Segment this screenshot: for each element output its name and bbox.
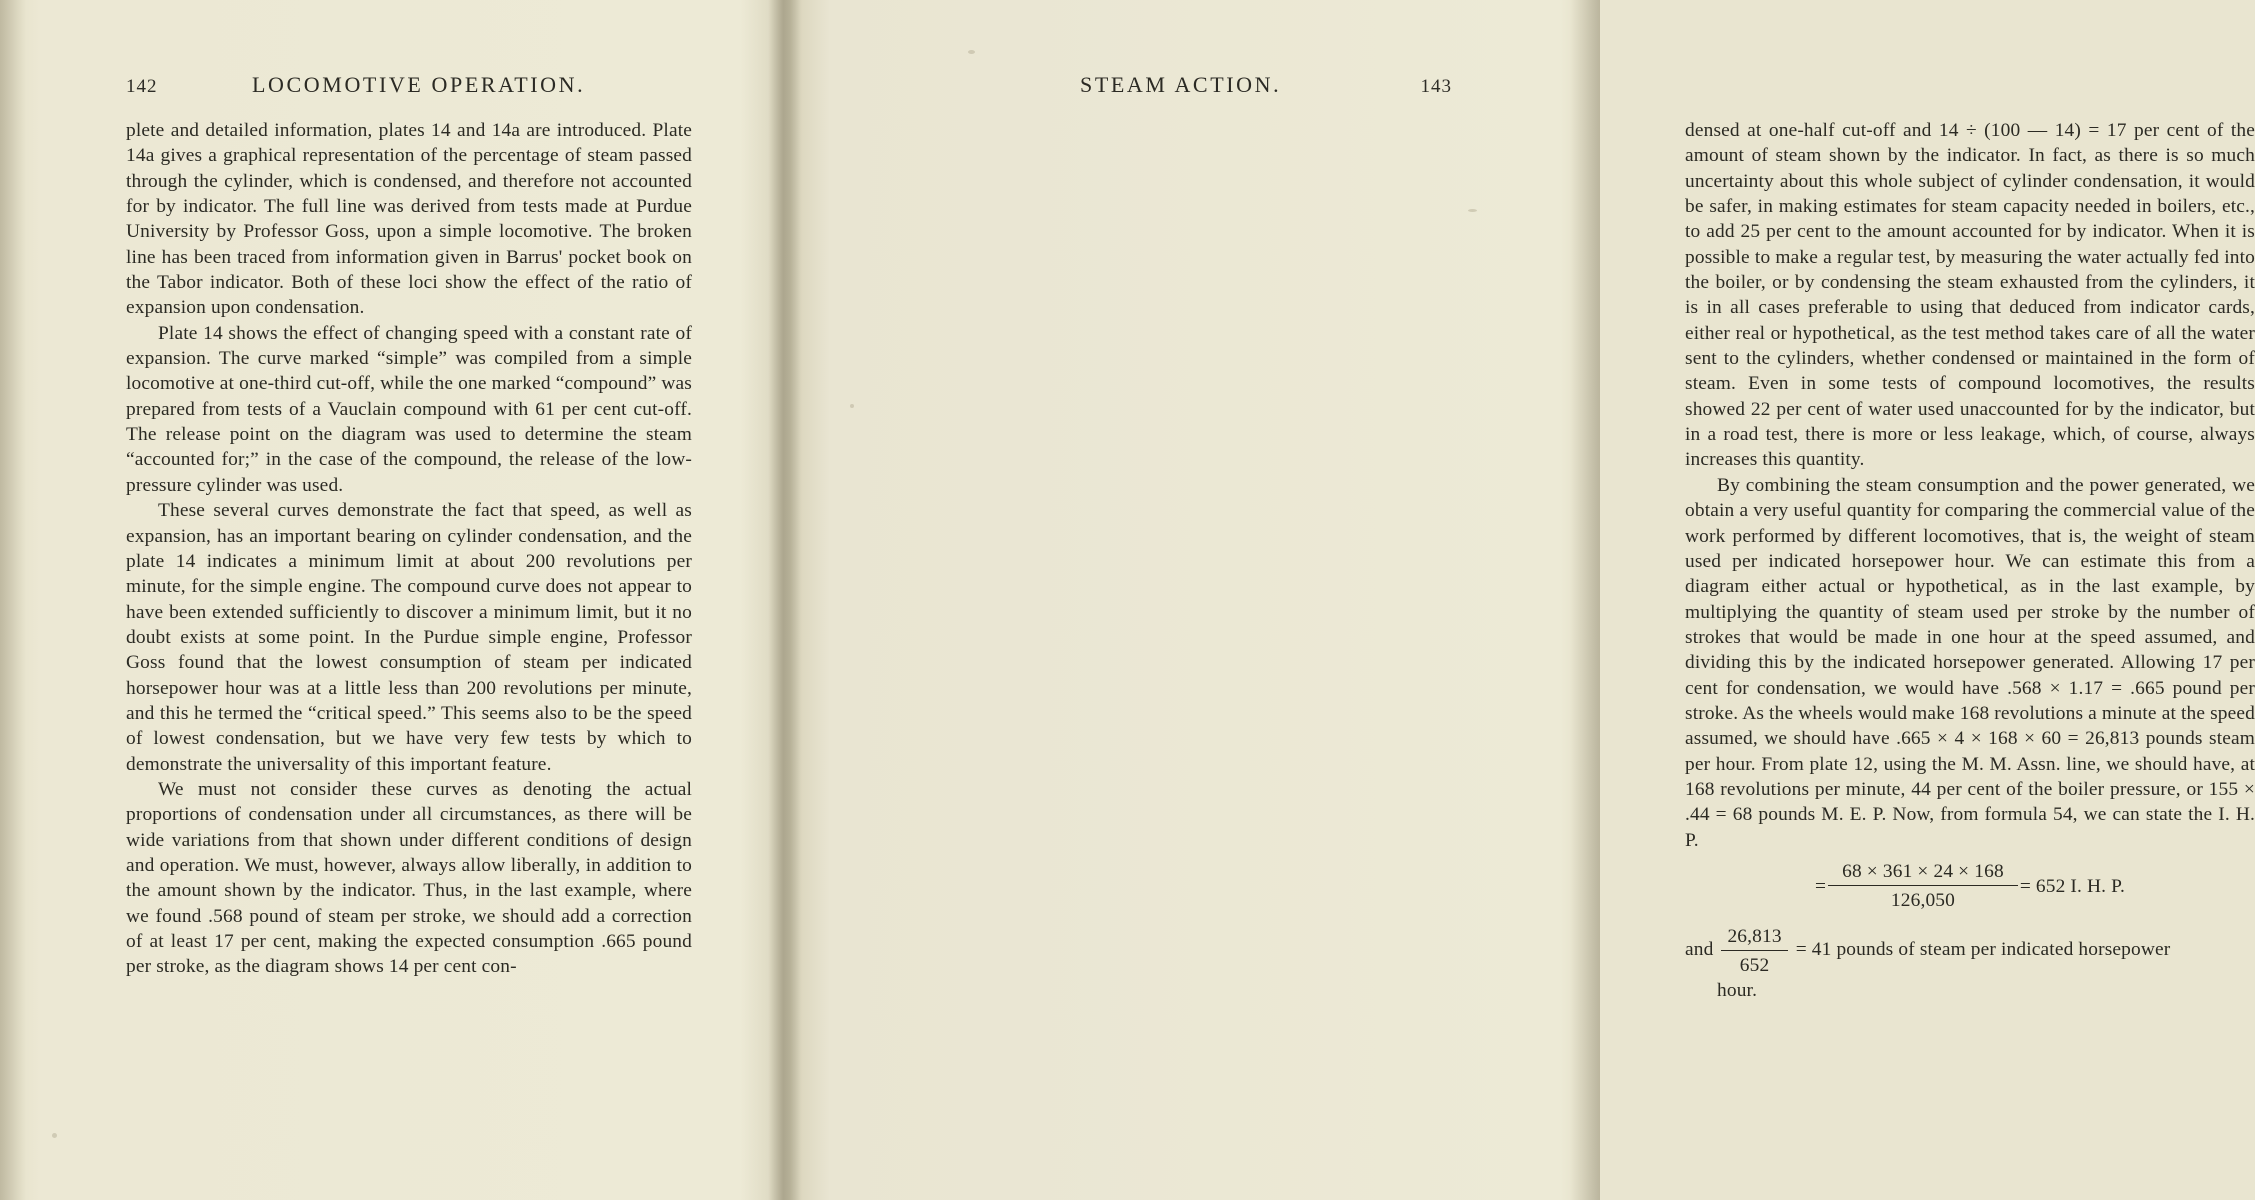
paragraph: plete and detailed information, plates 14 and 14a are introduced. Plate 14a gives a graphical representation of the percentage of steam passed through the cylinder, which is condensed, and therefore not accounted for by indicator. The full line was derived from tests made at Purdue University by Professor Goss, upon a simple locomotive. The broken line has been traced from information given in Barrus' pocket book on the Tabor indicator. Both of these loci show the effect of the ratio of expansion upon condensation. <box>126 120 692 319</box>
page-number-right: 143 <box>1420 76 1452 97</box>
fraction <box>1721 924 1787 979</box>
formula-result: = 41 pounds of steam per indicated horsepower <box>1795 939 2171 961</box>
right-page-text-column <box>1685 118 2255 1004</box>
fraction-denominator: 126,050 <box>1890 890 1955 912</box>
paragraph: densed at one-half cut-off and 14 ÷ (100 — 14) = 17 per cent of the amount of steam shown by the indicator. In fact, as there is so much uncertainty about this whole subject of cylinder condensation, it would be safer, in making estimates for steam capacity needed in boilers, etc., to add 25 per cent to the amount accounted for by indicator. When it is possible to make a regular test, by measuring the water actually fed into the boiler, or by condensing the steam exhausted from the cylinders, it is in all cases preferable to using that deduced from indicator cards, either real or hypothetical, as the test method takes care of all the water sent to the cylinders, whether condensed or maintained in the form of steam. Even in some tests of compound locomotives, the results showed 22 per cent of water used unaccounted for by the indicator, but in a road test, there is more or less leakage, which, of course, always increases this quantity. <box>1685 120 2255 471</box>
paragraph-tail: hour. <box>1717 980 1758 1002</box>
fraction-numerator: 68 × 361 × 24 × 168 <box>1842 860 2004 882</box>
formula-result: = 652 I. H. P. <box>2019 875 2125 897</box>
fraction-numerator: 26,813 <box>1727 925 1782 947</box>
left-page-text-column <box>126 118 692 980</box>
page-number-left: 142 <box>126 76 158 97</box>
fraction-denominator: 652 <box>1739 955 1770 976</box>
right-running-head <box>800 72 1600 98</box>
left-page <box>0 0 790 1200</box>
formula-equals-sign: = <box>1815 875 1827 897</box>
formula-steam-per-ihp <box>1685 924 2255 979</box>
paragraph: Plate 14 shows the effect of changing speed with a constant rate of expansion. The curve marked “simple” was compiled from a simple locomotive at one-third cut-off, while the one marked “compound” was prepared from tests of a Vauclain compound with 61 per cent cut-off. The release point on the diagram was used to determine the steam “accounted for;” in the case of the compound, the release of the low-pressure cylinder was used. <box>126 322 692 496</box>
paragraph: These several curves demonstrate the fact that speed, as well as expansion, has an important bearing on cylinder condensation, and the plate 14 indicates a minimum limit at about 200 revolutions per minute, for the simple engine. The compound curve does not appear to have been extended sufficiently to discover a minimum limit, but it no doubt exists at some point. In the Purdue simple engine, Professor Goss found that the lowest consumption of steam per indicated horsepower hour was at a little less than 200 revolutions per minute, and this he termed the “critical speed.” This seems also to be the speed of lowest condensation, but we have very few tests by which to demonstrate the universality of this important feature. <box>126 500 692 775</box>
fraction <box>1828 859 2018 914</box>
paragraph: We must not consider these curves as denoting the actual proportions of condensation under all circumstances, as there will be wide variations from that shown under different conditions of design and operation. We must, however, always allow liberally, in addition to the amount shown by the indicator. Thus, in the last example, where we found .568 pound of steam per stroke, we should add a correction of at least 17 per cent, making the expected consumption .665 pound per stroke, as the diagram shows 14 per cent con- <box>126 778 692 978</box>
paragraph: By combining the steam consumption and the power generated, we obtain a very useful quantity for comparing the commercial value of the work performed by different locomotives, that is, the weight of steam used per indicated horsepower hour. We can estimate this from a diagram either actual or hypothetical, as in the last example, by multiplying the quantity of steam used per stroke by the number of strokes that would be made in one hour at the speed assumed, and dividing this by the indicated horsepower generated. Allowing 17 per cent for condensation, we would have .568 × 1.17 = .665 pound per stroke. As the wheels would make 168 revolutions a minute at the speed assumed, we should have .665 × 4 × 168 × 60 = 26,813 pounds steam per hour. From plate 12, using the M. M. Assn. line, we should have, at 168 revolutions per minute, 44 per cent of the boiler pressure, or 155 × .44 = 68 pounds M. E. P. Now, from formula 54, we can state the I. H. P. <box>1685 474 2255 851</box>
formula-ihp <box>1685 859 2255 914</box>
formula-lead-word: and <box>1685 939 1714 961</box>
left-running-head <box>0 72 790 98</box>
running-head-title-left: LOCOMOTIVE OPERATION. <box>252 72 586 97</box>
running-head-title-right: STEAM ACTION. <box>1080 72 1282 97</box>
